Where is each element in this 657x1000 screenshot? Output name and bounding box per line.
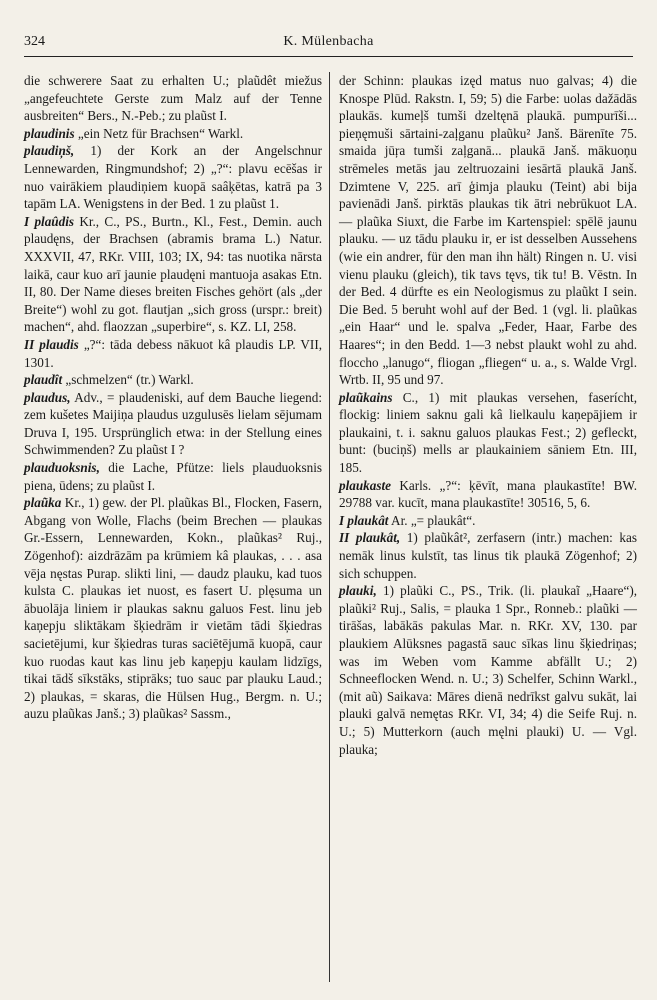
right-column	[339, 72, 637, 758]
dictionary-entry: I plaukât Ar. „= plaukât“.	[339, 512, 476, 528]
dictionary-entry: plaudiņš, 1) der Kork an der Angelschnur Lennewarden, Ringmundshof; 2) „?“: plavu ecēšas ir nuo vairākiem plaudiņiem kuopā saâķētas, katrā pa 3 tapām LA. Wenigstens in der Bed. 1 zu plaũst 1.	[24, 143, 323, 212]
headword: II plaukât,	[339, 530, 401, 546]
headword: plaudît	[24, 372, 63, 388]
dictionary-entry: die schwerere Saat zu erhalten U.; plaũdêt miežus „angefeuchtete Gerste zum Malz auf der Tenne ausbreiten“ Bers., N.-Peb.; zu plaũst I.	[24, 73, 322, 124]
dictionary-entry: I plaûdis Kr., C., PS., Burtn., Kl., Fest., Demin. auch plaudęns, der Brachsen (abramis brama L.) Natur. XXXVII, 47, RKr. VIII, 103; IX, 94: tas nuotika nārsta laikā, caur kuo arī jaunie plaudęni mantuoja asakas Etn. II, 80. Der Name dieses breiten Fisches gehört (als „der Breite“) wohl zu got. flautjan „sich gross (urspr.: breit) machen“, ahd. flaozzan „superbire“, s. KZ. LI, 258.	[24, 213, 322, 335]
dictionary-entry: II plaukât, 1) plaũkât², zerfasern (intr.) machen: kas nemāk linus kulstīt, tas linus tik plaukā Zögenhof; 2) sich schuppen.	[339, 530, 637, 581]
dictionary-entry: der Schinn: plaukas izęd matus nuo galvas; 4) die Knospe Plūd. Rakstn. I, 59; 5) die Farbe: uolas dažādās plaukās. kumeļš tumši dzeltęnā plaukā. pumpurīši... pieņęmuši sārtaini-zaļganu plaũku² Janš. Bärenīte 75. smaida jūŗa tumši zaļganā... plaukā Janš. mākuoņu strēmeles metās jau zeltruozaini iesārtā plaukā Janš. Dzimtene V, 225. arī ģimja plauku (Teint) abi bija pavienādi Janš. pirktās plaukas tik ātri nebrūkuot LA. — plaũka Siuxt, die Farbe im Kartenspiel: spēlē jaunu plauku. — uz tādu plauku ir, er ist desselben Aussehens (wie ein andrer, für den man ihn hält) Ringen n. U. visi vienu plauku (gleich), tik tavs tęvs, tik tu! B. Vēstn. In der Bed. 4 dürfte es ein Neologismus zu plaũkt I sein. Die Bed. 5 beruht wohl auf der Bed. 1 (vgl. li. plaũkas „ein Haar“ und le. spalva „Feder, Haar, Farbe des Haares“; in den Bedd. 1—3 nebst plaukt wohl zu ahd. floccho „lanugo“, fliogan „fliegen“ u. a., s. Walde Vrgl. Wrtb. II, 95 und 97.	[339, 73, 637, 388]
headword: plaudiņš,	[24, 143, 75, 159]
headword: I plaukât	[339, 512, 389, 528]
dictionary-entry: plauduoksnis, die Lache, Pfütze: liels plauduoksnis piena, ūdens; zu plaũst I.	[24, 460, 322, 493]
dictionary-entry: plaudus, Adv., = plaudeniski, auf dem Bauche liegend: zem kušetes Maijiņa plaudus uzgulusēs lielam sējumam Druva I, 195. Ursprünglich etwa: in der Stellung eines Schwimmenden? Zu plaũst I ?	[24, 389, 322, 458]
headword: plaũkains	[339, 389, 393, 405]
headword: plaudinis	[24, 125, 75, 141]
left-column	[24, 72, 322, 723]
headword: plaũka	[24, 495, 62, 511]
dictionary-entry: plauki, 1) plaũki C., PS., Trik. (li. plaukaĩ „Haare“), plaũki² Ruj., Salis, = plauka 1 Spr., Ronneb.: plaũki — tirāšas, labākās pakulas Mar. n. RKr. XV, 130. par plaukiem Alūksnes pagastā sauc sīkas linu šķiedriņas; was im Weben vom Kamme abfällt U.; 2) Schneeflocken Wend. n. U.; 3) Schelfer, Schinn Warkl., (mit aũ) Saikava: Māres dienā nedrīkst galvu sukāt, lai plauki galvā nemętas RKr. VI, 34; 4) die Seife Ruj. n. U.; 5) Mutterkorn (auch męlni plauki) U. — Vgl. plauka;	[339, 583, 638, 757]
headword: II plaudis	[24, 336, 79, 352]
dictionary-entry: plaũkains C., 1) mit plaukas versehen, faserícht, flockig: liniem saknu gali kâ lielkaulu kaņepājiem ir plaukaini, t. i. saknu galuos plaukas Fest.; 2) gefleckt, bunt: (buciņš) mells ar plaukainiem sāniem Etn. III, 185.	[339, 389, 637, 476]
running-title: K. Mülenbacha	[283, 34, 374, 49]
page-number: 324	[24, 34, 45, 49]
headword: plaukaste	[339, 477, 392, 493]
page-header	[24, 34, 633, 57]
headword: plauduoksnis,	[24, 460, 100, 476]
dictionary-entry: II plaudis „?“: tāda debess nākuot kâ plaudis LP. VII, 1301.	[24, 336, 323, 370]
dictionary-entry: plaũka Kr., 1) gew. der Pl. plaũkas Bl., Flocken, Fasern, Abgang von Wolle, Flachs (beim Brechen — plaukas Gr.-Essern, Lennewarden, Kokn., plaũkas² Ruj., Zögenhof): aizdrāzām pa krūmiem kâ plaukas, . . . asa vēja nęstas Purap. slikti lini, — daudz plauku, kad tuos kulsta C. plaukas iet nuost, es fasert U. plęsuma un ābuolāja liniem ir plaukas saknu galuos Fest. linu jeb kaņepju sliktākam šķiedrām ir vietām tādi šķiedras sacietējumi, kur šķiedras turas saciētējumā kuopā, caur kuo ruodas kaut kas linu jeb kaņepju kaulam lidzīgs, tikai tādš sīkstāks, stiprāks; tuo sauc par plauku Laud.; 2) plaukas, = skaras, die Hülsen Hug., Bergm. n. U.; auzu plaũkas Janš.; 3) plaũkas² Sassm.,	[24, 495, 323, 722]
column-divider	[329, 72, 330, 982]
dictionary-entry: plaudinis „ein Netz für Brachsen“ Warkl.	[24, 125, 244, 141]
dictionary-entry: plaudît „schmelzen“ (tr.) Warkl.	[24, 372, 194, 388]
headword: I plaûdis	[24, 213, 75, 229]
headword: plauki,	[339, 583, 377, 599]
headword: plaudus,	[24, 389, 71, 405]
dictionary-entry: plaukaste Karls. „?“: ķēvīt, mana plaukastīte! BW. 29788 var. kucīt, mana plaukastīte! 30516, 5, 6.	[339, 477, 637, 511]
